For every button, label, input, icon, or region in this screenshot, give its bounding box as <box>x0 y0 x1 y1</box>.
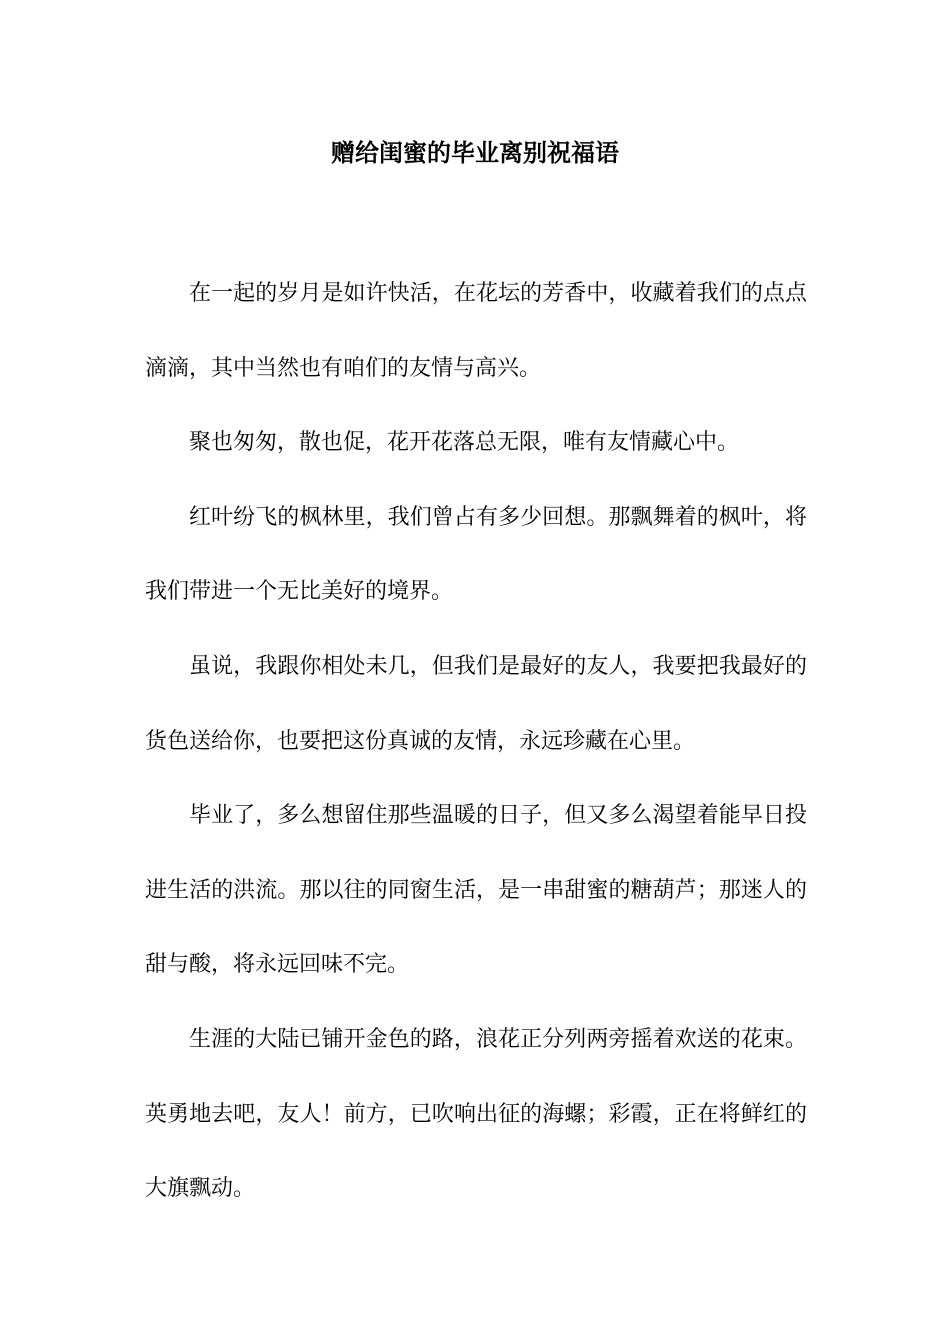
paragraph-5: 毕业了，多么想留住那些温暖的日子，但又多么渴望着能早日投进生活的洪流。那以往的同窗生活，是一串甜蜜的糖葫芦；那迷人的甜与酸，将永远回味不完。 <box>145 803 807 978</box>
paragraph-1: 在一起的岁月是如许快活，在花坛的芳香中，收藏着我们的点点滴滴，其中当然也有咱们的友情与高兴。 <box>145 281 807 381</box>
paragraph-3: 红叶纷飞的枫林里，我们曾占有多少回想。那飘舞着的枫叶，将我们带进一个无比美好的境界。 <box>145 504 807 605</box>
paragraph-4: 虽说，我跟你相处未几，但我们是最好的友人，我要把我最好的货色送给你，也要把这份真诚的友情，永远珍藏在心里。 <box>145 653 807 754</box>
document-body <box>145 257 807 1227</box>
paragraph-6: 生涯的大陆已铺开金色的路，浪花正分列两旁摇着欢送的花束。英勇地去吧，友人！前方，已吹响出征的海螺；彩霞，正在将鲜红的大旗飘动。 <box>145 1026 807 1202</box>
paragraph-2: 聚也匆匆，散也促，花开花落总无限，唯有友情藏心中。 <box>189 430 740 456</box>
document-title: 赠给闺蜜的毕业离别祝福语 <box>331 138 619 167</box>
